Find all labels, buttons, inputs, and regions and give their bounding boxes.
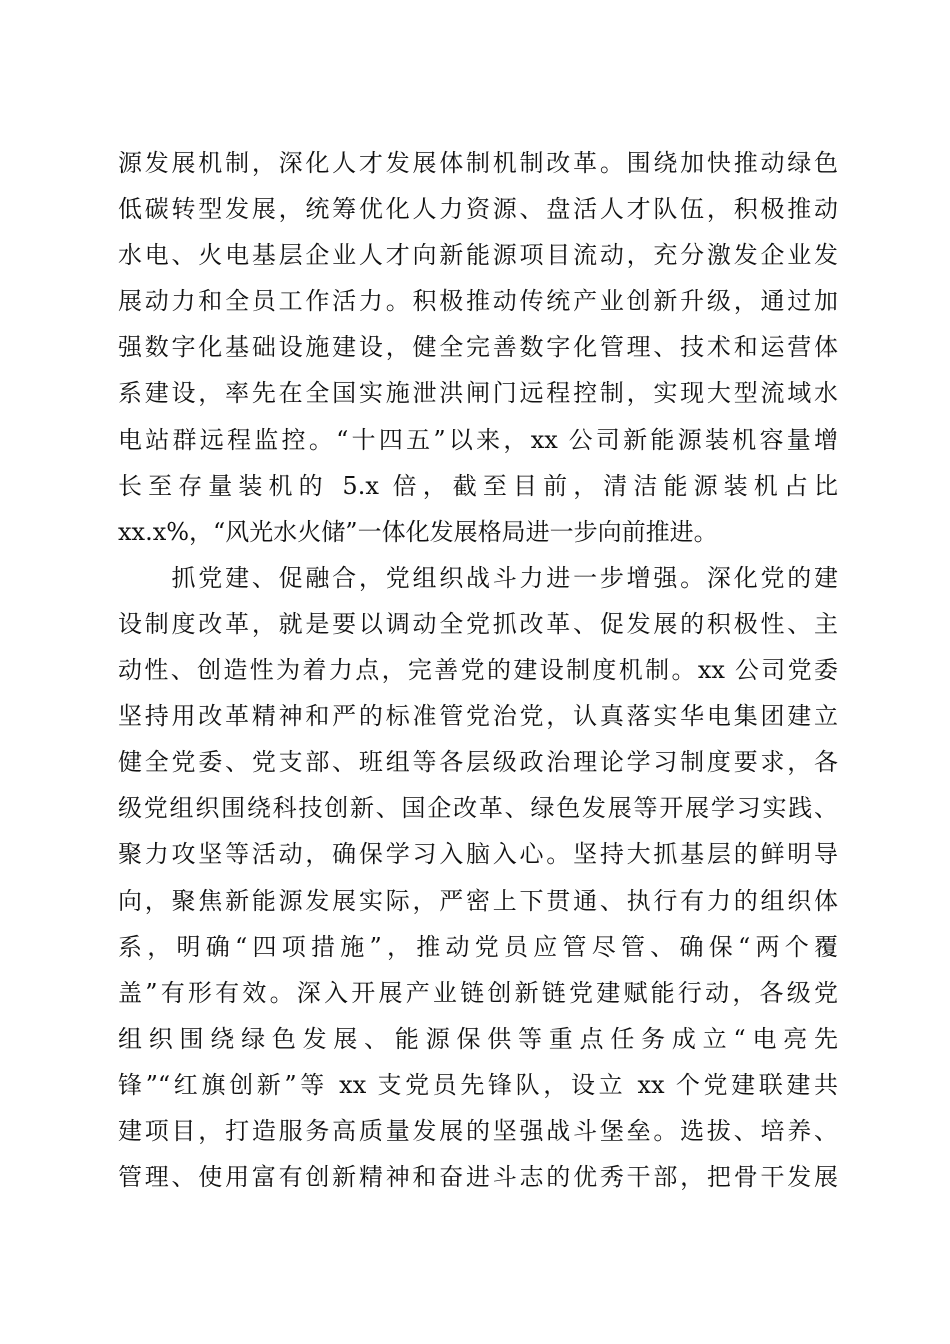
text-line: 展动力和全员工作活力。积极推动传统产业创新升级，通过加 (118, 287, 838, 316)
text-line: 向，聚焦新能源发展实际，严密上下贯通、执行有力的组织体 (118, 886, 838, 915)
paragraph-last-line: xx.x%，“风光水火储”一体化发展格局进一步向前推进。 (118, 517, 718, 546)
text-line: 健全党委、党支部、班组等各层级政治理论学习制度要求，各 (118, 748, 838, 777)
text-line: 组织围绕绿色发展、能源保供等重点任务成立“电亮先 (118, 1024, 838, 1053)
text-line: 聚力攻坚等活动，确保学习入脑入心。坚持大抓基层的鲜明导 (118, 840, 838, 869)
text-line: 低碳转型发展，统筹优化人力资源、盘活人才队伍，积极推动 (118, 195, 838, 224)
text-line: 系建设，率先在全国实施泄洪闸门远程控制，实现大型流域水 (118, 379, 838, 408)
text-line: 盖”有形有效。深入开展产业链创新链党建赋能行动，各级党 (118, 978, 838, 1007)
body-text (118, 140, 838, 1200)
paragraph-first-line: 抓党建、促融合，党组织战斗力进一步增强。深化党的建 (118, 563, 838, 592)
text-line: 设制度改革，就是要以调动全党抓改革、促发展的积极性、主 (118, 609, 838, 638)
text-line: 强数字化基础设施建设，健全完善数字化管理、技术和运营体 (118, 333, 838, 362)
text-line: 坚持用改革精神和严的标准管党治党，认真落实华电集团建立 (118, 702, 838, 731)
text-line: 锋”“红旗创新”等 xx 支党员先锋队，设立 xx 个党建联建共 (118, 1070, 838, 1099)
text-line: 级党组织围绕科技创新、国企改革、绿色发展等开展学习实践、 (118, 794, 838, 823)
text-line: 动性、创造性为着力点，完善党的建设制度机制。xx 公司党委 (118, 656, 838, 685)
text-line: 管理、使用富有创新精神和奋进斗志的优秀干部，把骨干发展 (118, 1163, 838, 1192)
text-line: 长至存量装机的 5.x 倍，截至目前，清洁能源装机占比 (118, 471, 838, 500)
text-line: 源发展机制，深化人才发展体制机制改革。围绕加快推动绿色 (118, 149, 838, 177)
text-line: 建项目，打造服务高质量发展的坚强战斗堡垒。选拔、培养、 (118, 1116, 838, 1145)
text-line: 水电、火电基层企业人才向新能源项目流动，充分激发企业发 (118, 241, 838, 270)
text-line: 电站群远程监控。“十四五”以来，xx 公司新能源装机容量增 (118, 425, 838, 454)
text-line: 系，明确“四项措施”，推动党员应管尽管、确保“两个覆 (118, 932, 838, 961)
